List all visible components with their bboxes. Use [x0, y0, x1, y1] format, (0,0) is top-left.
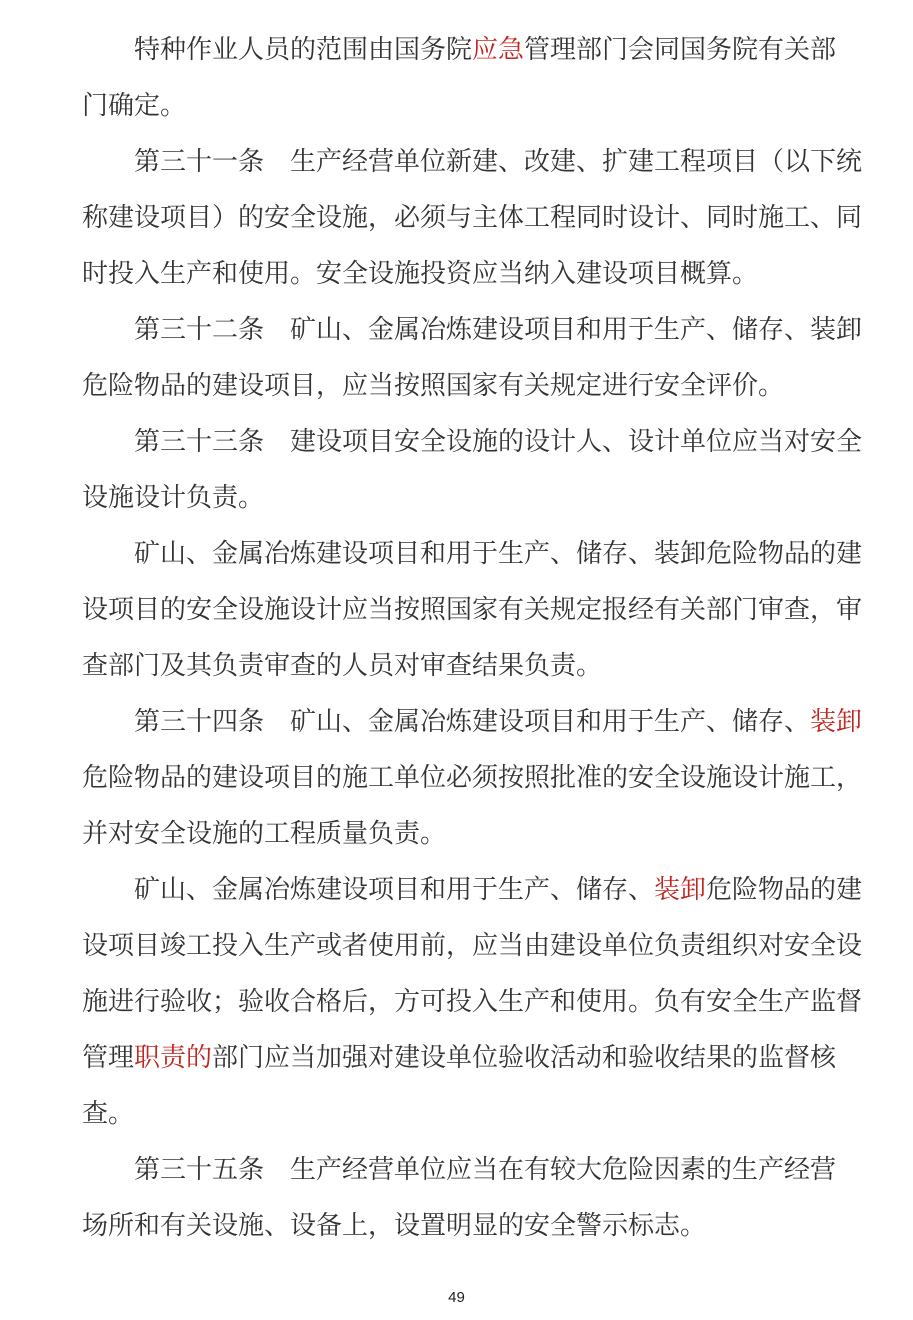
text-segment: 设项目竣工投入生产或者使用前，应当由建设单位负责组织对安全设 [82, 931, 863, 961]
text-line [82, 926, 863, 966]
text-line [82, 86, 832, 126]
text-segment: 场所和有关设施、设备上，设置明显的安全警示标志。 [82, 1211, 707, 1241]
text-segment: 危险物品的建设项目，应当按照国家有关规定进行安全评价。 [82, 371, 785, 401]
text-segment: 第三十五条 生产经营单位应当在有较大危险因素的生产经营 [134, 1155, 837, 1185]
text-segment: 第三十二条 矿山、金属冶炼建设项目和用于生产、储存、装卸 [134, 315, 863, 345]
text-line [134, 1150, 837, 1190]
text-line [82, 1206, 832, 1246]
text-segment: 特种作业人员的范围由国务院 [134, 35, 473, 65]
text-segment: 施进行验收；验收合格后，方可投入生产和使用。负有安全生产监督 [82, 987, 863, 1017]
text-line [134, 310, 863, 350]
text-segment: 设施设计负责。 [82, 483, 265, 513]
text-segment: 时投入生产和使用。安全设施投资应当纳入建设项目概算。 [82, 259, 759, 289]
text-line [82, 198, 863, 238]
text-line [134, 870, 863, 910]
text-segment: 危险物品的建 [706, 875, 863, 905]
text-line [82, 254, 832, 294]
text-line [82, 814, 832, 854]
text-segment: 第三十三条 建设项目安全设施的设计人、设计单位应当对安全 [134, 427, 863, 457]
text-segment: 查。 [82, 1099, 135, 1129]
text-line [134, 30, 837, 70]
page-number: 49 [448, 1289, 465, 1306]
text-line [134, 142, 863, 182]
text-line [134, 422, 863, 462]
text-segment: 管理部门会同国务院有关部 [524, 35, 837, 65]
text-line [134, 702, 863, 742]
text-line [82, 366, 832, 406]
text-line [134, 534, 863, 574]
text-line [82, 758, 863, 798]
highlighted-text: 装卸 [810, 707, 863, 737]
text-segment: 部门应当加强对建设单位验收活动和验收结果的监督核 [212, 1043, 837, 1073]
text-segment: 设项目的安全设施设计应当按照国家有关规定报经有关部门审查，审 [82, 595, 863, 625]
text-segment: 查部门及其负责审查的人员对审查结果负责。 [82, 651, 603, 681]
text-line [82, 1094, 832, 1134]
text-line [82, 982, 863, 1022]
text-segment: 第三十四条 矿山、金属冶炼建设项目和用于生产、储存、 [134, 707, 811, 737]
text-segment: 门确定。 [82, 91, 187, 121]
text-segment: 称建设项目）的安全设施，必须与主体工程同时设计、同时施工、同 [82, 203, 863, 233]
text-segment: 并对安全设施的工程质量负责。 [82, 819, 447, 849]
text-segment: 管理 [82, 1043, 135, 1073]
text-line [82, 646, 832, 686]
text-segment: 矿山、金属冶炼建设项目和用于生产、储存、 [134, 875, 655, 905]
text-segment: 矿山、金属冶炼建设项目和用于生产、储存、装卸危险物品的建 [134, 539, 863, 569]
text-line [82, 590, 863, 630]
highlighted-text: 职责的 [134, 1043, 213, 1073]
text-segment: 危险物品的建设项目的施工单位必须按照批准的安全设施设计施工， [82, 763, 863, 793]
text-segment: 第三十一条 生产经营单位新建、改建、扩建工程项目（以下统 [134, 147, 863, 177]
highlighted-text: 装卸 [654, 875, 707, 905]
text-line [82, 1038, 837, 1078]
highlighted-text: 应急 [472, 35, 525, 65]
text-line [82, 478, 832, 518]
